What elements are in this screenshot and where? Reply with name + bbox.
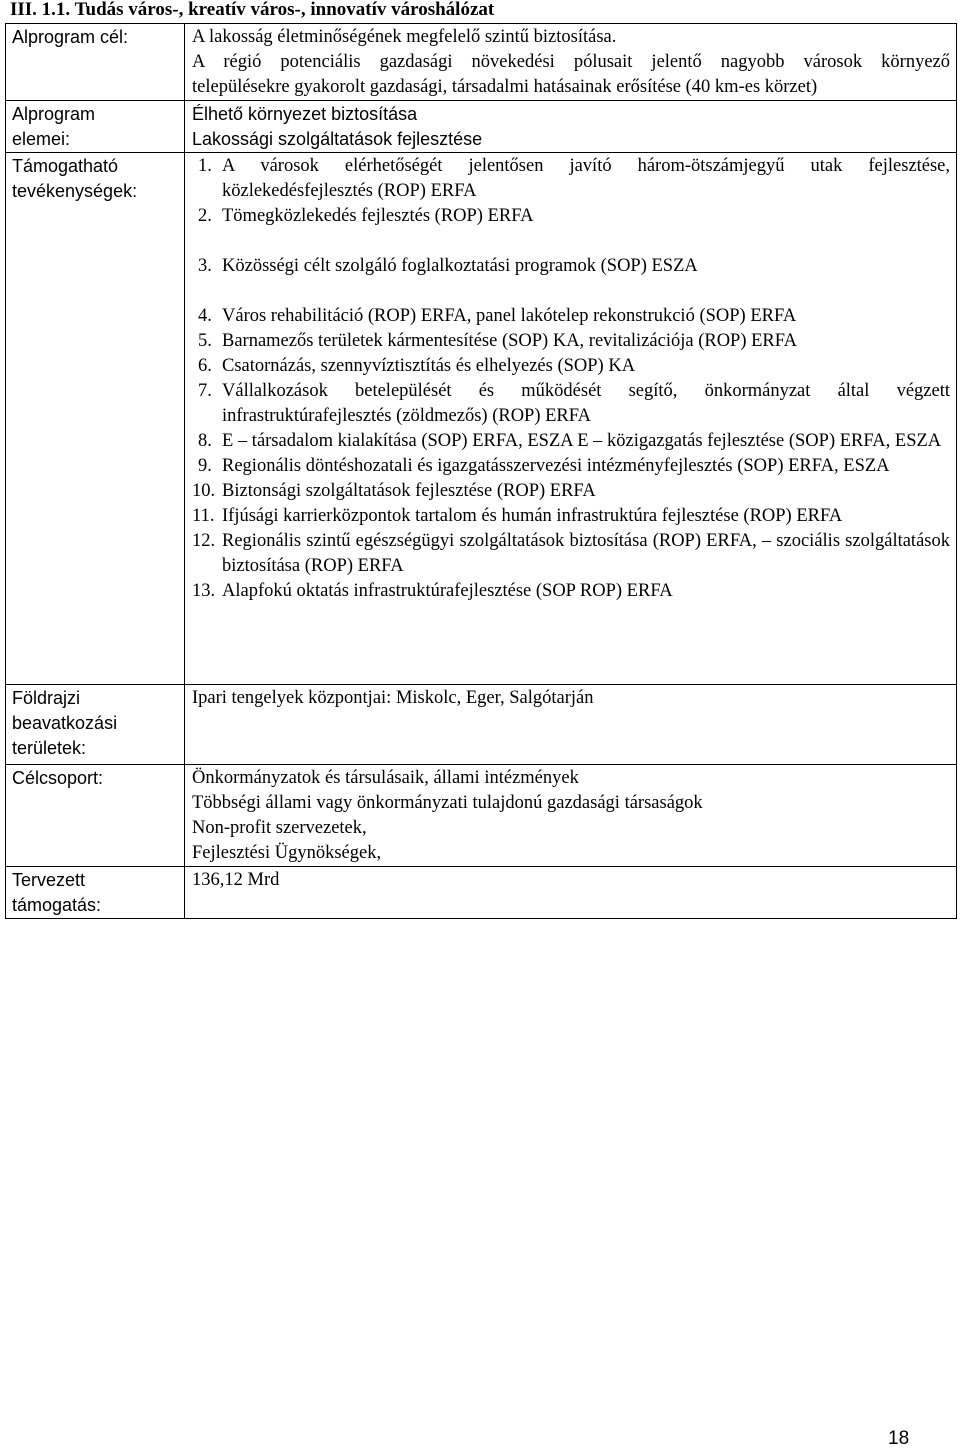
page-number: 18 <box>888 1428 910 1449</box>
activity-item-2 <box>192 204 950 229</box>
row-geo <box>6 685 957 765</box>
activity-number: 1. <box>198 156 212 176</box>
funding-content-cell <box>185 867 957 919</box>
activity-text: Barnamezős területek kármentesítése (SOP) KA, revitalizációja (ROP) ERFA <box>222 331 798 351</box>
row-target <box>6 765 957 867</box>
geo-label-line-1: Földrajzi <box>12 688 81 708</box>
activity-text: Város rehabilitáció (ROP) ERFA, panel lakótelep rekonstrukció (SOP) ERFA <box>222 306 797 326</box>
activity-number: 12. <box>192 531 216 551</box>
goal-content-cell <box>185 24 957 101</box>
activities-content-cell <box>185 153 957 685</box>
activity-text: Regionális döntéshozatali és igazgatásszervezési intézményfejlesztés (SOP) ERFA, ESZA <box>222 456 890 476</box>
activity-number: 3. <box>198 256 212 276</box>
activities-list <box>192 154 950 604</box>
activity-text: A városok elérhetőségét jelentősen javító három-ötszámjegyű utak fejlesztése, közlekedésfejlesztés (ROP) ERFA <box>222 156 950 201</box>
activity-number: 10. <box>192 481 216 501</box>
funding-label-line-1: Tervezett <box>12 870 86 890</box>
activity-item-13 <box>192 579 950 604</box>
activity-text: Csatornázás, szennyvíztisztítás és elhelyezés (SOP) KA <box>222 356 636 376</box>
target-line-3: Non-profit szervezetek, <box>192 818 367 838</box>
geo-text: Ipari tengelyek központjai: Miskolc, Eger, Salgótarján <box>192 688 594 708</box>
row-funding <box>6 867 957 919</box>
activity-text: Vállalkozások betelepülését és működését segítő, önkormányzat által végzett infrastruktúrafejlesztés (zöldmezős) (ROP) ERFA <box>222 381 950 426</box>
activity-item-6 <box>192 354 950 379</box>
activity-text: Alapfokú oktatás infrastruktúrafejlesztése (SOP ROP) ERFA <box>222 581 673 601</box>
row-activities <box>6 153 957 685</box>
elements-content-cell <box>185 101 957 153</box>
activity-text: Ifjúsági karrierközpontok tartalom és humán infrastruktúra fejlesztése (ROP) ERFA <box>222 506 843 526</box>
target-content-cell <box>185 765 957 867</box>
row-goal <box>6 24 957 101</box>
geo-content-cell <box>185 685 957 765</box>
target-label: Célcsoport: <box>12 768 104 788</box>
activity-number: 9. <box>198 456 212 476</box>
activity-text: Tömegközlekedés fejlesztés (ROP) ERFA <box>222 206 534 226</box>
goal-line-1: A lakosság életminőségének megfelelő szintű biztosítása. <box>192 27 617 47</box>
program-table <box>5 23 957 919</box>
activity-number: 13. <box>192 581 216 601</box>
activity-text: Regionális szintű egészségügyi szolgáltatások biztosítása (ROP) ERFA, – szociális szolgáltatások biztosítása (ROP) ERFA <box>222 531 950 576</box>
activities-label-cell <box>6 153 185 685</box>
activity-text: Közösségi célt szolgáló foglalkoztatási programok (SOP) ESZA <box>222 256 698 276</box>
activity-number: 7. <box>198 381 212 401</box>
funding-value: 136,12 Mrd <box>192 870 280 890</box>
funding-label-cell <box>6 867 185 919</box>
goal-label-cell <box>6 24 185 101</box>
element-item-2: Lakossági szolgáltatások fejlesztése <box>192 129 483 149</box>
geo-label-line-2: beavatkozási <box>12 713 118 733</box>
elements-label-line-2: elemei: <box>12 129 71 149</box>
activity-number: 8. <box>198 431 212 451</box>
section-heading: III. 1.1. Tudás város-, kreatív város-, innovatív városhálózat <box>10 0 495 20</box>
elements-label-line-1: Alprogram <box>12 104 96 124</box>
goal-label: Alprogram cél: <box>12 27 129 47</box>
target-label-cell <box>6 765 185 867</box>
activity-number: 4. <box>198 306 212 326</box>
goal-line-3: településekre gyakorolt gazdasági, társadalmi hatásainak erősítése (40 km-es körzet) <box>192 77 818 97</box>
target-line-1: Önkormányzatok és társulásaik, állami intézmények <box>192 768 579 788</box>
element-item-1: Élhető környezet biztosítása <box>192 104 418 124</box>
activity-item-1 <box>192 154 950 204</box>
activity-item-4 <box>192 304 950 329</box>
activity-item-5 <box>192 329 950 354</box>
activity-number: 2. <box>198 206 212 226</box>
activity-item-10 <box>192 479 950 504</box>
geo-label-line-3: területek: <box>12 738 87 758</box>
activity-item-8 <box>192 429 950 454</box>
geo-label-cell <box>6 685 185 765</box>
row-elements <box>6 101 957 153</box>
activity-number: 6. <box>198 356 212 376</box>
activities-label-line-1: Támogatható <box>12 156 119 176</box>
funding-label-line-2: támogatás: <box>12 895 102 915</box>
target-line-2: Többségi állami vagy önkormányzati tulajdonú gazdasági társaságok <box>192 793 703 813</box>
activity-text: E – társadalom kialakítása (SOP) ERFA, ESZA E – közigazgatás fejlesztése (SOP) ERFA, ESZA <box>222 431 942 451</box>
target-line-4: Fejlesztési Ügynökségek, <box>192 843 382 863</box>
activity-number: 5. <box>198 331 212 351</box>
activity-item-11 <box>192 504 950 529</box>
activity-item-7 <box>192 379 950 429</box>
activity-item-12 <box>192 529 950 579</box>
goal-line-2: A régió potenciális gazdasági növekedési pólusait jelentő nagyobb városok környező <box>192 52 950 72</box>
activity-item-9 <box>192 454 950 479</box>
elements-label-cell <box>6 101 185 153</box>
activity-item-3 <box>192 254 950 279</box>
activity-number: 11. <box>192 506 215 526</box>
activities-label-line-2: tevékenységek: <box>12 181 138 201</box>
activity-text: Biztonsági szolgáltatások fejlesztése (ROP) ERFA <box>222 481 596 501</box>
